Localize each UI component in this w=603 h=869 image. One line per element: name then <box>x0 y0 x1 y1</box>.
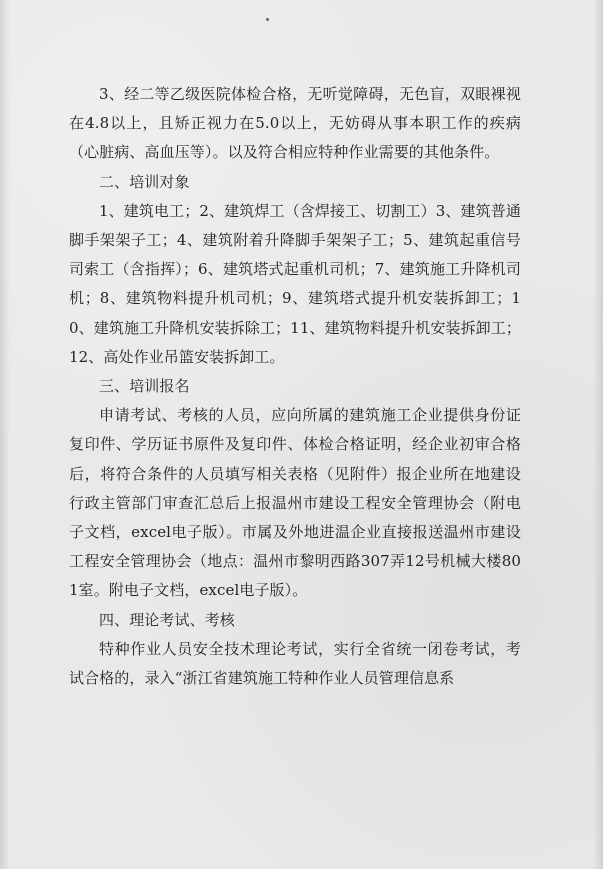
section-heading-exam: 四、理论考试、考核 <box>99 610 235 629</box>
paragraph-registration: 申请考试、考核的人员，应向所属的建筑施工企业提供身份证复印件、学历证书原件及复印件、体检合格证明，经企业初审合格后，将符合条件的人员填写相关表格（见附件）报企业所在地建设行政主管部门审查汇总后上报温州市建设工程安全管理协会（附电子文档，excel电子版）。市属及外地进温企业直接报送温州市建设工程安全管理协会（地点：温州市黎明西路307弄12号机械大楼801室。附电子文档，excel电子版）。 <box>69 406 521 600</box>
scan-speck <box>266 18 269 21</box>
document-body <box>69 80 521 693</box>
paragraph-training-targets: 1、建筑电工；2、建筑焊工（含焊接工、切割工）3、建筑普通脚手架架子工；4、建筑附着升降脚手架架子工；5、建筑起重信号司索工（含指挥）；6、建筑塔式起重机司机；7、建筑施工升降机司机；8、建筑物料提升机司机；9、建筑塔式提升机安装拆卸工；10、建筑施工升降机安装拆除工；11、建筑物料提升机安装拆卸工；12、高处作业吊篮安装拆卸工。 <box>69 201 521 366</box>
section-heading-training-targets: 二、培训对象 <box>99 172 190 191</box>
right-edge-shadow <box>593 0 603 869</box>
paragraph-health-requirement: 3、经二等乙级医院体检合格，无听觉障碍，无色盲，双眼裸视在4.8以上，且矫正视力在5.0以上，无妨碍从事本职工作的疾病（心脏病、高血压等）。以及符合相应特种作业需要的其他条件。 <box>69 85 521 162</box>
paragraph-exam: 特种作业人员安全技术理论考试，实行全省统一闭卷考试，考试合格的，录入“浙江省建筑施工特种作业人员管理信息系 <box>69 639 521 688</box>
section-heading-registration: 三、培训报名 <box>99 377 190 396</box>
left-edge-shadow <box>0 0 10 869</box>
